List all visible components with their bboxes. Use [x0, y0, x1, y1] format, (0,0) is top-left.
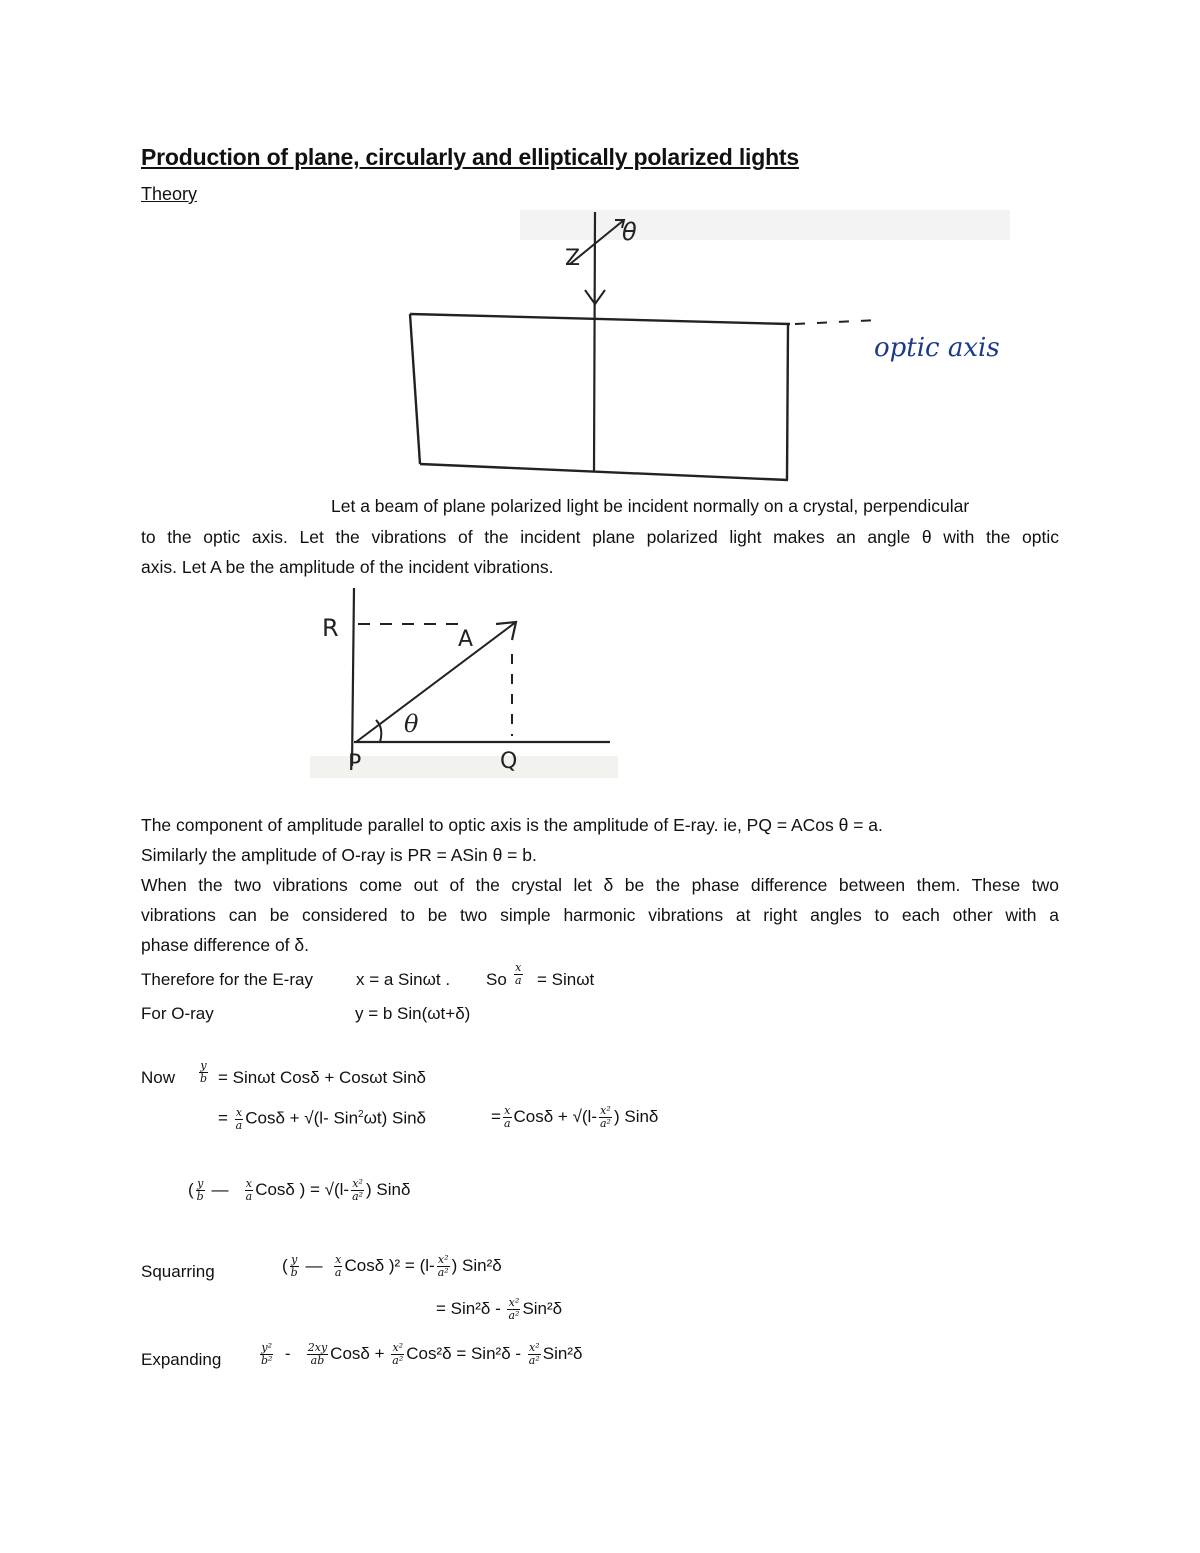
expanding-label: Expanding — [141, 1350, 222, 1369]
eq-line3: ( $\frac{y}{b}$ — $\frac{x}{a}$ Cosδ ) = √(l- $\frac{\text{x²}}{\text{a²}}$ ) Sinδ — [188, 1177, 411, 1203]
now-label: Now — [141, 1068, 176, 1087]
oray-equation: y = b Sin(ωt+δ) — [355, 1004, 471, 1023]
label-theta: θ — [404, 710, 419, 738]
paragraph2-line4: vibrations can be considered to be two simple harmonic vibrations at right angles to each other with a — [141, 905, 1059, 925]
eq-line2-right: = $\frac{x}{a}$ Cosδ + √(l- $\frac{\text{x²}}{\text{a²}}$ ) Sinδ — [491, 1104, 659, 1130]
now-rhs: = Sinωt Cosδ + Cosωt Sinδ — [218, 1068, 426, 1087]
paragraph1-line1: Let a beam of plane polarized light be incident normally on a crystal, perpendicular — [331, 496, 970, 516]
eray-fraction: $\frac{x}{a}$ — [515, 961, 522, 987]
now-fraction: $\frac{y}{b}$ — [200, 1059, 208, 1085]
eq-line2: = $\frac{x}{a}$ Cosδ + √(l- Sin$^2$ωt) Sinδ — [218, 1105, 427, 1132]
eray-so: So — [486, 970, 507, 989]
squaring-label: Squarring — [141, 1262, 215, 1281]
optic-axis-label: optic axis — [874, 333, 1000, 363]
figure1-angle-label: θ — [622, 218, 637, 246]
eq-squaring-2: = Sin²δ - $\frac{\text{x²}}{\text{a²}}$ Sin²δ — [436, 1296, 563, 1322]
eray-so-rhs: = Sinωt — [537, 970, 595, 989]
eq-expanding: $\frac{\text{y²}}{\text{b²}}$ - $\frac{2xy}{ab}$ Cosδ + $\frac{\text{x²}}{\text{a²}}$ Cos²δ = Sin²δ - $\frac{\text{x²}}{\text{a²}}$ Sin²δ — [261, 1341, 583, 1367]
oray-label: For O-ray — [141, 1004, 214, 1023]
vector-figure — [310, 586, 618, 778]
paragraph2-line3: When the two vibrations come out of the crystal let δ be the phase difference between them. These two — [141, 875, 1059, 895]
page-title: Production of plane, circularly and elliptically polarized lights — [141, 144, 799, 170]
eray-equation: x = a Sinωt . — [356, 970, 451, 989]
paragraph1-line3: axis. Let A be the amplitude of the incident vibrations. — [141, 557, 554, 577]
paragraph2-line1: The component of amplitude parallel to optic axis is the amplitude of E-ray. ie, PQ = ACos θ = a. — [141, 815, 883, 835]
paragraph1-line2: to the optic axis. Let the vibrations of the incident plane polarized light makes an angle θ with the optic — [141, 527, 1059, 547]
label-a: A — [458, 627, 474, 652]
paragraph2-line2: Similarly the amplitude of O-ray is PR = ASin θ = b. — [141, 845, 537, 865]
eray-label: Therefore for the E-ray — [141, 970, 313, 989]
eq-squaring: ( $\frac{y}{b}$ — $\frac{x}{a}$ Cosδ )² = (l- $\frac{\text{x²}}{\text{a²}}$ ) Sin²δ — [282, 1253, 502, 1279]
label-p: P — [348, 751, 362, 776]
section-heading: Theory — [141, 184, 198, 204]
paragraph2-line5: phase difference of δ. — [141, 935, 310, 955]
label-q: Q — [500, 749, 518, 774]
label-r: R — [322, 614, 339, 642]
z-label: Z — [565, 246, 581, 271]
crystal-figure — [400, 208, 1012, 488]
